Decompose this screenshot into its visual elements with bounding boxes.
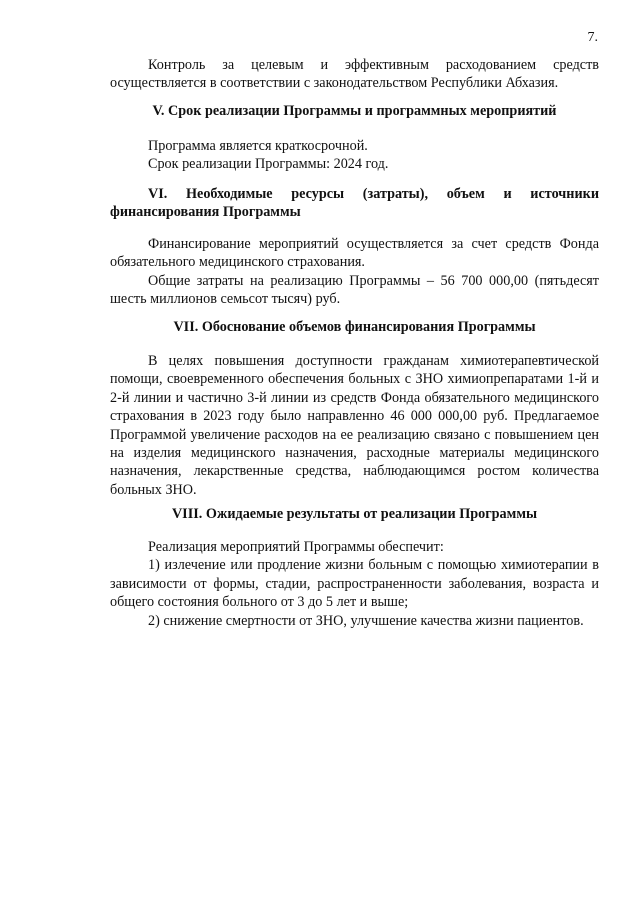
section-8-item-1: 1) излечение или продление жизни больным с помощью химиотерапии в зависимости от формы, стадии, распространенности заболевания, возраста и общего состояния больного от 3 до 5 лет и выше; xyxy=(110,557,599,611)
section-7-paragraph-1: В целях повышения доступности гражданам химиотерапевтической помощи, своевременного обеспечения больных с ЗНО химиопрепаратами 1-й и 2-й линии и частично 3-й линии из средств Фонда обязательного медицинского страхования в 2023 году было направленно 46 000 000,00 руб. Предлагаемое Программой увеличение расходов на ее реализацию связано с повышением цен на изделия медицинского назначения, расходные материалы медицинского назначения, лекарственные средства, наблюдающимся ростом количества больных ЗНО. xyxy=(110,353,599,498)
section-5-line-2: Срок реализации Программы: 2024 год. xyxy=(148,156,389,173)
section-7-heading: VII. Обоснование объемов финансирования Программы xyxy=(173,319,536,335)
section-5-heading: V. Срок реализации Программы и программных мероприятий xyxy=(152,103,557,119)
section-7-body xyxy=(110,352,599,499)
section-8-heading: VIII. Ожидаемые результаты от реализации Программы xyxy=(171,506,538,522)
section-8-body xyxy=(110,538,599,630)
section-6-body xyxy=(110,235,599,309)
section-6-heading: VI. Необходимые ресурсы (затраты), объем и источники финансирования Программы xyxy=(110,186,599,221)
section-5-body xyxy=(110,137,599,174)
intro-text: Контроль за целевым и эффективным расходованием средств осуществляется в соответствии с законодательством Республики Абхазия. xyxy=(110,57,599,92)
section-5-line-1: Программа является краткосрочной. xyxy=(148,138,368,154)
section-6-paragraph-2: Общие затраты на реализацию Программы – 56 700 000,00 (пятьдесят шесть миллионов семьсот тысяч) руб. xyxy=(110,272,599,308)
section-6-paragraph-1: Финансирование мероприятий осуществляется за счет средств Фонда обязательного медицинского страхования. xyxy=(110,236,599,271)
intro-paragraph xyxy=(110,56,599,93)
section-8-intro: Реализация мероприятий Программы обеспечит: xyxy=(148,539,444,555)
page-number: 7. xyxy=(587,30,598,45)
section-8-item-2: 2) снижение смертности от ЗНО, улучшение качества жизни пациентов. xyxy=(148,612,584,629)
